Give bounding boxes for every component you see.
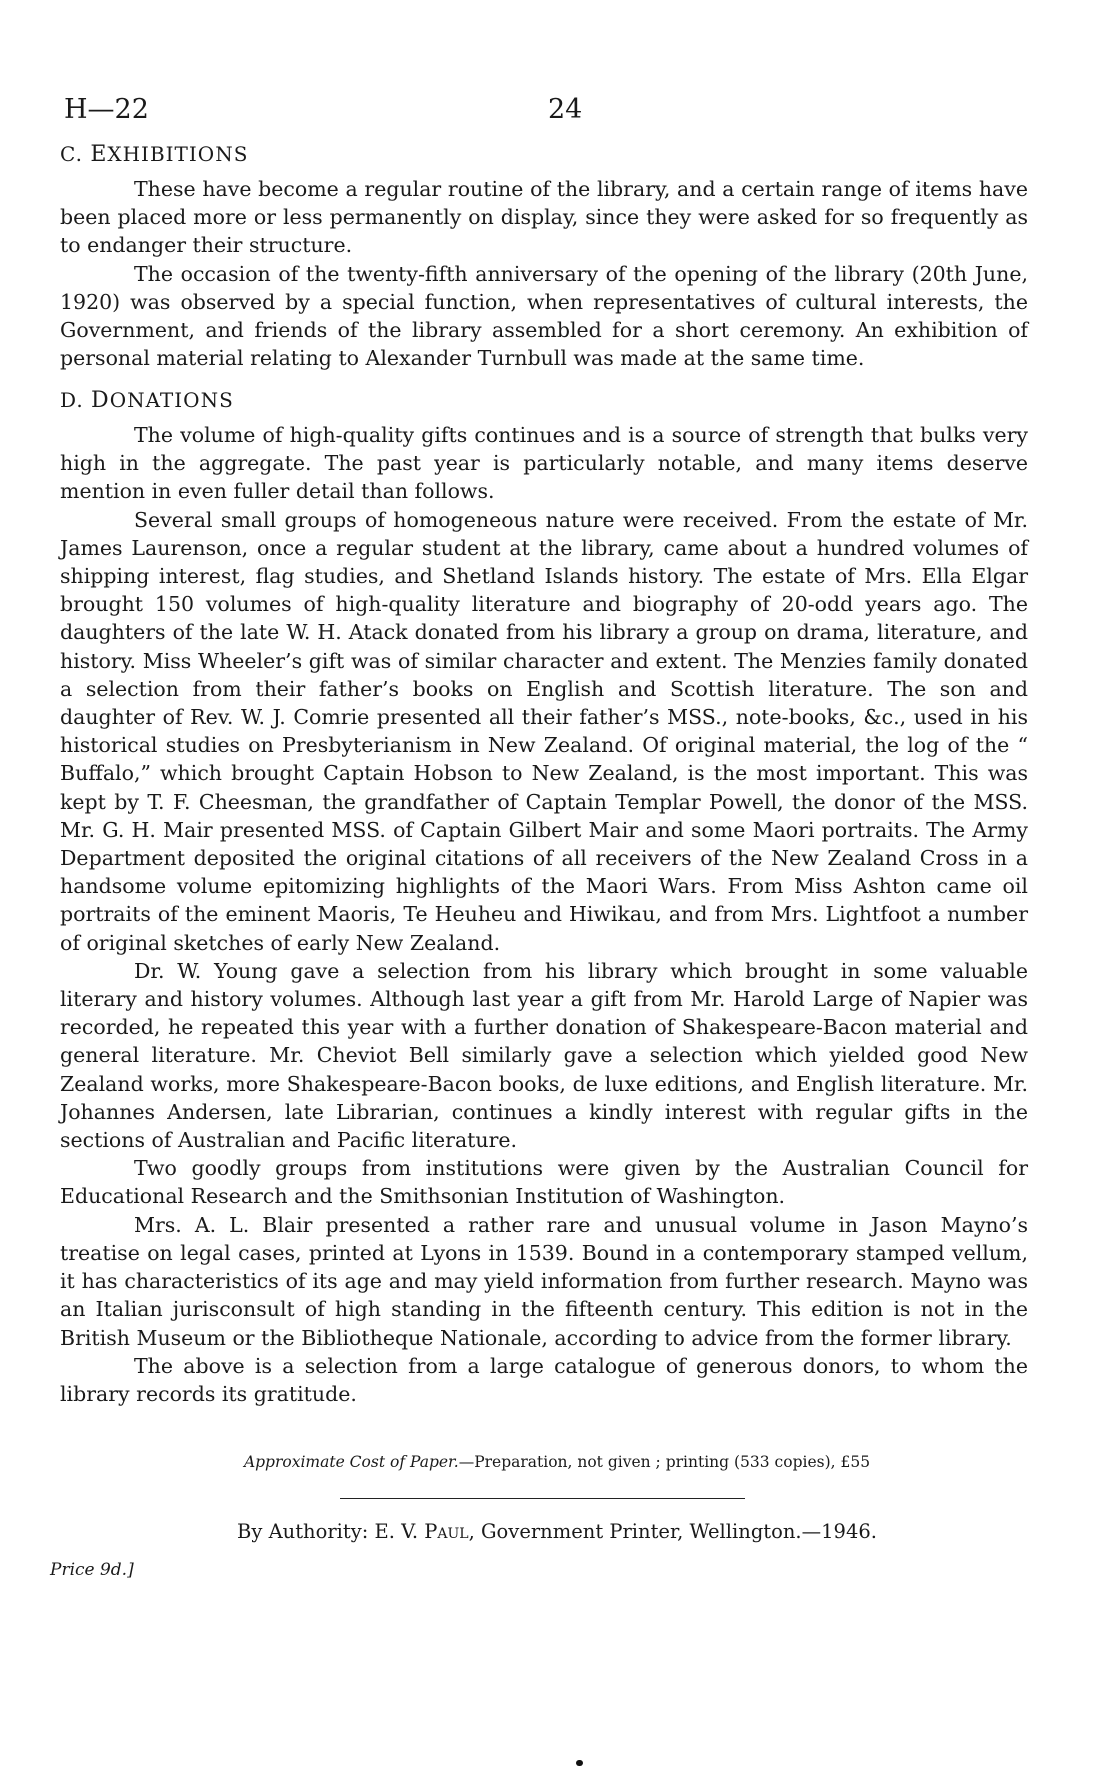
section-letter: C. bbox=[60, 142, 83, 166]
paragraph: The volume of high-quality gifts continues and is a source of strength that bulks very high in the aggregate. The past year is particularly notable, and many items deserve mention in even fuller detail than follows. bbox=[60, 423, 1028, 504]
authority-rest: Government Printer, Wellington.—1946. bbox=[480, 1520, 877, 1543]
paragraph: Mrs. A. L. Blair presented a rather rare and unusual volume in Jason Mayno’s treatise on legal cases, printed at Lyons in 1539. Bound in a contemporary stamped vellum, it has characteristics of its age and may yield information from further research. Mayno was an Italian jurisconsult of high standing in the fifteenth century. This edition is not in the British Museum or the Bibliotheque Nationale, according to advice from the former library. bbox=[60, 1212, 1028, 1350]
cost-of-paper-note bbox=[0, 1453, 1114, 1471]
paragraph: The occasion of the twenty-fifth anniversary of the opening of the library (20th June, 1920) was observed by a special function, when representatives of cultural interests, the Government, and friends of the library assembled for a short ceremony. An exhibition of personal material relating to Alexander Turnbull was made at the same time. bbox=[60, 261, 1028, 371]
section-title-rest: XHIBITIONS bbox=[107, 142, 249, 166]
paragraph: Two goodly groups from institutions were given by the Australian Council for Educational Research and the Smithsonian Institution of Washington. bbox=[60, 1156, 1028, 1209]
authority-prefix: By Authority: bbox=[237, 1520, 369, 1543]
section-letter: D. bbox=[60, 388, 84, 412]
section-donations bbox=[60, 388, 1028, 1408]
section-exhibitions bbox=[60, 142, 1028, 372]
price: Price 9d.] bbox=[50, 1560, 134, 1580]
section-heading bbox=[60, 388, 1028, 413]
section-title-initial: D bbox=[91, 388, 110, 413]
cost-text: —Preparation, not given ; printing (533 copies), £55 bbox=[458, 1453, 871, 1471]
paragraph: These have become a regular routine of the library, and a certain range of items have been placed more or less permanently on display, since they were asked for so frequently as to endanger their structure. bbox=[60, 177, 1028, 258]
page-number: 24 bbox=[548, 94, 583, 125]
section-title-initial: E bbox=[90, 142, 108, 167]
paragraph: Dr. W. Young gave a selection from his library which brought in some valuable literary and history volumes. Although last year a gift from Mr. Harold Large of Napier was recorded, he repeated this year with a further donation of Shakespeare-Bacon material and general literature. Mr. Cheviot Bell similarly gave a selection which yielded good New Zealand works, more Shakespeare-Bacon books, de luxe editions, and English literature. Mr. Johannes Andersen, late Librarian, continues a kindly interest with regular gifts in the sections of Australian and Pacific literature. bbox=[60, 958, 1028, 1153]
printer-name: E. V. Paul, bbox=[374, 1520, 475, 1543]
section-heading bbox=[60, 142, 1028, 167]
paragraph: Several small groups of homogeneous nature were received. From the estate of Mr. James Laurenson, once a regular student at the library, came about a hundred volumes of shipping interest, flag studies, and Shetland Islands history. The estate of Mrs. Ella Elgar brought 150 volumes of high-quality literature and biography of 20-odd years ago. The daughters of the late W. H. Atack donated from his library a group on drama, literature, and history. Miss Wheeler’s gift was of similar character and extent. The Menzies family donated a selection from their father’s books on English and Scottish literature. The son and daughter of Rev. W. J. Comrie presented all their father’s MSS., note-books, &c., used in his historical studies on Presbyterianism in New Zealand. Of original material, the log of the “ Buffalo,” which brought Captain Hobson to New Zealand, is the most important. This was kept by T. F. Cheesman, the grandfather of Captain Templar Powell, the donor of the MSS. Mr. G. H. Mair presented MSS. of Captain Gilbert Mair and some Maori portraits. The Army Department deposited the original citations of all receivers of the New Zealand Cross in a handsome volume epitomizing highlights of the Maori Wars. From Miss Ashton came oil portraits of the eminent Maoris, Te Heuheu and Hiwikau, and from Mrs. Lightfoot a number of original sketches of early New Zealand. bbox=[60, 507, 1028, 955]
ink-mark bbox=[576, 1760, 583, 1766]
footer-divider bbox=[340, 1498, 745, 1499]
printer-imprint bbox=[0, 1520, 1114, 1543]
paragraph: The above is a selection from a large catalogue of generous donors, to whom the library records its gratitude. bbox=[60, 1353, 1028, 1406]
report-code: H—22 bbox=[64, 94, 149, 125]
section-title-rest: ONATIONS bbox=[109, 388, 234, 412]
cost-label: Approximate Cost of Paper. bbox=[243, 1453, 459, 1471]
